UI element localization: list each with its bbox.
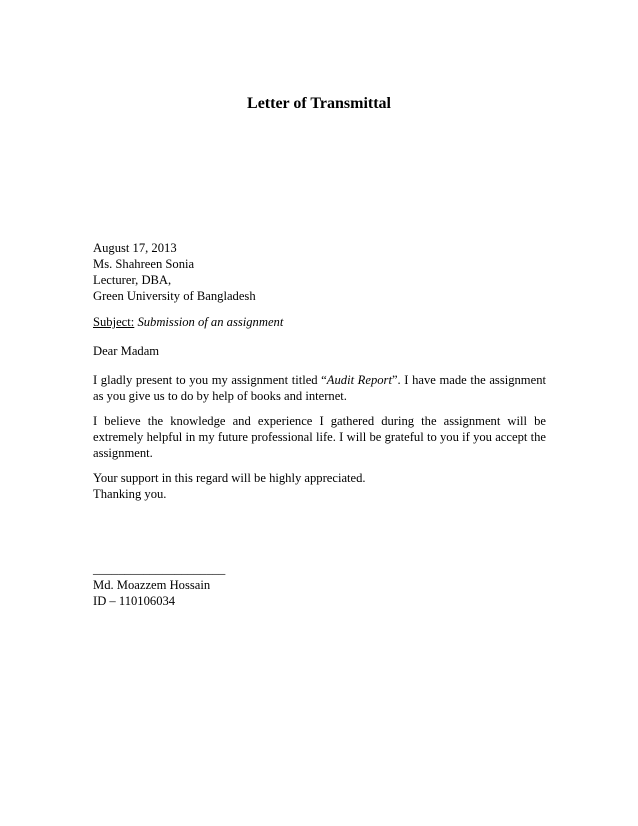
signer-id: ID – 110106034 — [93, 594, 176, 608]
subject-line — [93, 314, 546, 330]
paragraph-2: I believe the knowledge and experience I gathered during the assignment will be extremely helpful in my future professional life. I will be grateful to you if you accept the assignment. — [93, 414, 546, 460]
subject-label: Subject: — [93, 315, 135, 329]
letter-date: August 17, 2013 — [93, 241, 177, 255]
signature-rule: _____________________ — [93, 562, 226, 576]
recipient-block — [93, 240, 546, 304]
assignment-title: Audit Report — [326, 373, 392, 387]
closing-block — [93, 470, 546, 502]
recipient-title: Lecturer, DBA, — [93, 273, 172, 287]
paragraph-1-before: I gladly present to you my assignment titled “ — [93, 373, 327, 387]
paragraph-1-after: ”. I have made the assignment as you give us to do by help of books and internet. — [93, 373, 546, 403]
closing-line-1: Your support in this regard will be highly appreciated. — [93, 471, 366, 485]
letter-title: Letter of Transmittal — [247, 95, 391, 112]
paragraph-1 — [93, 372, 546, 404]
recipient-organization: Green University of Bangladesh — [93, 289, 256, 303]
subject-text: Submission of an assignment — [137, 315, 284, 329]
signature-block — [93, 561, 546, 609]
signer-name: Md. Moazzem Hossain — [93, 578, 211, 592]
recipient-name: Ms. Shahreen Sonia — [93, 257, 195, 271]
closing-line-2: Thanking you. — [93, 487, 167, 501]
salutation: Dear Madam — [93, 344, 160, 358]
